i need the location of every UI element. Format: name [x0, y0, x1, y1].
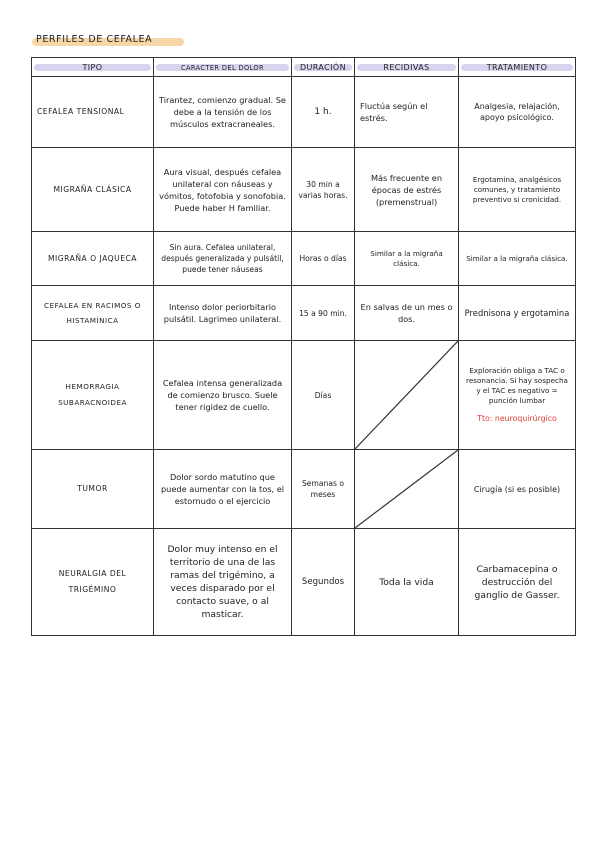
cell-recidivas: Similar a la migraña clásica.	[355, 232, 459, 286]
cell-duracion: Días	[292, 341, 355, 450]
header-tratamiento: TRATAMIENTO	[459, 58, 576, 77]
cell-caracter: Intenso dolor periorbitario pulsátil. Lagrimeo unilateral.	[154, 286, 292, 341]
table-row	[32, 529, 576, 636]
cefalea-table	[31, 57, 576, 636]
cell-tratamiento: Carbamacepina o destrucción del ganglio de Gasser.	[459, 529, 576, 636]
header-row	[32, 58, 576, 77]
cell-caracter: Dolor sordo matutino que puede aumentar con la tos, el estornudo o el ejercicio	[154, 450, 292, 529]
cell-recidivas-crossed	[355, 341, 459, 450]
cell-tipo: NEURALGIA DEL TRIGÉMINO	[32, 529, 154, 636]
header-recidivas: RECIDIVAS	[355, 58, 459, 77]
table-row	[32, 341, 576, 450]
cell-recidivas: Fluctúa según el estrés.	[355, 77, 459, 148]
header-duracion: DURACIÓN	[292, 58, 355, 77]
page-title: PERFILES DE CEFALEA	[36, 34, 153, 45]
cell-duracion: 15 a 90 min.	[292, 286, 355, 341]
cell-duracion: 30 min a varias horas.	[292, 148, 355, 232]
table-row	[32, 232, 576, 286]
cell-duracion: Segundos	[292, 529, 355, 636]
cell-recidivas: En salvas de un mes o dos.	[355, 286, 459, 341]
diagonal-line	[355, 450, 458, 528]
cell-tipo: HEMORRAGIA SUBARACNOIDEA	[32, 341, 154, 450]
cell-caracter: Sin aura. Cefalea unilateral, después generalizada y pulsátil, puede tener náuseas	[154, 232, 292, 286]
cell-tratamiento	[459, 341, 576, 450]
cell-tratamiento: Similar a la migraña clásica.	[459, 232, 576, 286]
cell-tratamiento: Cirugía (si es posible)	[459, 450, 576, 529]
cell-tratamiento: Analgesia, relajación, apoyo psicológico.	[459, 77, 576, 148]
cell-duracion: Semanas o meses	[292, 450, 355, 529]
cell-duracion: 1 h.	[292, 77, 355, 148]
cell-tratamiento: Ergotamina, analgésicos comunes, y tratamiento preventivo si cronicidad.	[459, 148, 576, 232]
cell-duracion: Horas o días	[292, 232, 355, 286]
cell-caracter: Aura visual, después cefalea unilateral con náuseas y vómitos, fotofobia y sonofobia. Puede haber H familiar.	[154, 148, 292, 232]
cell-tipo: CEFALEA EN RACIMOS O HISTAMÍNICA	[32, 286, 154, 341]
cell-caracter: Dolor muy intenso en el territorio de una de las ramas del trigémino, a veces disparado por el contacto suave, o al masticar.	[154, 529, 292, 636]
cell-caracter: Cefalea intensa generalizada de comienzo brusco. Suele tener rigidez de cuello.	[154, 341, 292, 450]
table-row	[32, 286, 576, 341]
tratamiento-red-note: Tto: neuroquirúrgico	[477, 414, 557, 423]
cell-tratamiento: Prednisona y ergotamina	[459, 286, 576, 341]
cell-recidivas-crossed	[355, 450, 459, 529]
title-block	[36, 34, 152, 45]
cell-tipo: CEFALEA TENSIONAL	[32, 77, 154, 148]
cell-tipo: MIGRAÑA CLÁSICA	[32, 148, 154, 232]
cell-tipo: MIGRAÑA O JAQUECA	[32, 232, 154, 286]
table-row	[32, 450, 576, 529]
tratamiento-text: Exploración obliga a TAC o resonancia. Si hay sospecha y el TAC es negativo = punción lumbar	[466, 366, 568, 405]
table-row	[32, 148, 576, 232]
cell-tipo: TUMOR	[32, 450, 154, 529]
cell-caracter: Tirantez, comienzo gradual. Se debe a la tensión de los músculos extracraneales.	[154, 77, 292, 148]
diagonal-line	[355, 341, 458, 449]
cell-recidivas: Toda la vida	[355, 529, 459, 636]
header-tipo: TIPO	[32, 58, 154, 77]
table-row	[32, 77, 576, 148]
header-caracter: CARACTER DEL DOLOR	[154, 58, 292, 77]
cell-recidivas: Más frecuente en épocas de estrés (premenstrual)	[355, 148, 459, 232]
